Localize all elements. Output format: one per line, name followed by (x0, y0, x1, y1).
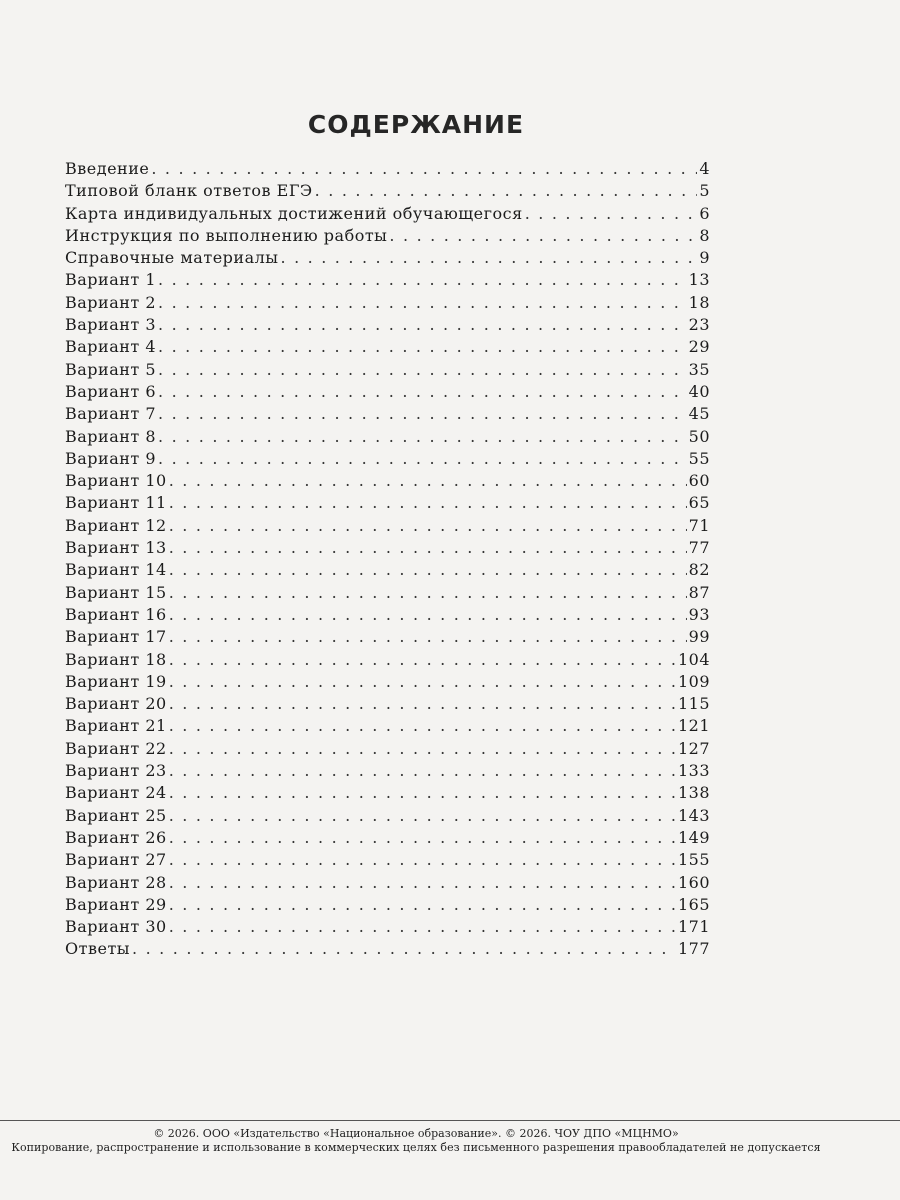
toc-entry-page-number: 155 (677, 850, 710, 870)
toc-dot-leader (158, 314, 687, 336)
toc-entry-label: Вариант 20 (65, 694, 167, 714)
toc-entry (65, 448, 710, 470)
toc-entry (65, 269, 710, 291)
toc-entry-page-number: 177 (677, 939, 710, 959)
toc-dot-leader (169, 805, 676, 827)
toc-dot-leader (169, 515, 687, 537)
toc-entry-page-number: 23 (688, 315, 710, 335)
toc-dot-leader (158, 426, 687, 448)
toc-entry-label: Вариант 24 (65, 783, 167, 803)
toc-entry (65, 649, 710, 671)
toc-entry-page-number: 35 (688, 359, 710, 379)
toc-entry-page-number: 40 (688, 381, 710, 401)
toc-entry-label: Справочные материалы (65, 248, 279, 268)
toc-dot-leader (158, 269, 687, 291)
toc-dot-leader (169, 604, 687, 626)
toc-dot-leader (132, 938, 676, 960)
toc-entry (65, 671, 710, 693)
toc-entry (65, 158, 710, 180)
toc-entry-label: Вариант 5 (65, 359, 157, 379)
toc-entry (65, 827, 710, 849)
toc-entry-label: Вариант 9 (65, 448, 157, 468)
toc-entry-label: Типовой бланк ответов ЕГЭ (65, 181, 313, 201)
toc-entry (65, 872, 710, 894)
toc-entry (65, 805, 710, 827)
toc-entry (65, 537, 710, 559)
toc-entry (65, 515, 710, 537)
toc-entry-label: Вариант 16 (65, 604, 167, 624)
toc-dot-leader (169, 782, 676, 804)
toc-dot-leader (169, 894, 676, 916)
toc-dot-leader (169, 559, 687, 581)
toc-entry-page-number: 160 (677, 872, 710, 892)
toc-entry-label: Карта индивидуальных достижений обучающегося (65, 203, 523, 223)
toc-dot-leader (389, 225, 697, 247)
toc-dot-leader (169, 649, 676, 671)
toc-entry (65, 470, 710, 492)
toc-entry-page-number: 171 (677, 917, 710, 937)
toc-dot-leader (169, 537, 687, 559)
toc-entry (65, 314, 710, 336)
toc-entry-label: Вариант 30 (65, 917, 167, 937)
footer-divider (0, 1120, 900, 1121)
toc-entry-label: Вариант 13 (65, 538, 167, 558)
toc-entry-label: Вариант 7 (65, 404, 157, 424)
toc-entry-label: Вариант 22 (65, 738, 167, 758)
toc-entry-label: Вариант 2 (65, 292, 157, 312)
toc-entry-page-number: 55 (688, 448, 710, 468)
toc-entry-label: Вариант 15 (65, 582, 167, 602)
toc-entry (65, 247, 710, 269)
toc-dot-leader (158, 292, 687, 314)
toc-entry-label: Вариант 11 (65, 493, 167, 513)
toc-dot-leader (169, 738, 676, 760)
toc-dot-leader (169, 626, 687, 648)
toc-dot-leader (281, 247, 698, 269)
toc-entry (65, 916, 710, 938)
toc-entry-page-number: 138 (677, 783, 710, 803)
toc-entry (65, 782, 710, 804)
toc-entry-label: Вариант 21 (65, 716, 167, 736)
toc-entry-page-number: 165 (677, 894, 710, 914)
toc-dot-leader (169, 582, 687, 604)
toc-entry-page-number: 109 (677, 671, 710, 691)
toc-dot-leader (169, 492, 687, 514)
toc-dot-leader (151, 158, 697, 180)
toc-entry-page-number: 8 (699, 225, 710, 245)
toc-dot-leader (169, 872, 676, 894)
toc-entry (65, 760, 710, 782)
toc-entry-page-number: 29 (688, 337, 710, 357)
toc-entry-page-number: 87 (688, 582, 710, 602)
toc-entry-label: Вариант 23 (65, 761, 167, 781)
toc-entry-label: Вариант 17 (65, 627, 167, 647)
toc-entry-label: Вариант 8 (65, 426, 157, 446)
toc-dot-leader (169, 715, 676, 737)
toc-entry-page-number: 143 (677, 805, 710, 825)
toc-entry-label: Вариант 27 (65, 850, 167, 870)
page-title: СОДЕРЖАНИЕ (307, 110, 525, 139)
toc-entry-label: Вариант 25 (65, 805, 167, 825)
toc-entry-label: Вариант 28 (65, 872, 167, 892)
toc-entry-page-number: 5 (699, 181, 710, 201)
toc-entry (65, 403, 710, 425)
toc-dot-leader (169, 693, 676, 715)
toc-entry-page-number: 127 (677, 738, 710, 758)
toc-entry-label: Введение (65, 159, 150, 178)
toc-dot-leader (169, 849, 676, 871)
toc-entry-page-number: 6 (699, 203, 710, 223)
toc-entry-page-number: 9 (699, 248, 710, 268)
toc-dot-leader (169, 760, 676, 782)
toc-entry-page-number: 45 (688, 404, 710, 424)
toc-dot-leader (158, 448, 687, 470)
toc-entry-page-number: 50 (688, 426, 710, 446)
toc-entry-page-number: 65 (688, 493, 710, 513)
toc-entry (65, 849, 710, 871)
toc-entry-label: Вариант 19 (65, 671, 167, 691)
toc-entry-page-number: 121 (677, 716, 710, 736)
table-of-contents (65, 158, 710, 961)
toc-entry (65, 381, 710, 403)
toc-dot-leader (525, 203, 698, 225)
toc-entry (65, 336, 710, 358)
toc-entry-label: Вариант 18 (65, 649, 167, 669)
toc-entry-label: Вариант 4 (65, 337, 157, 357)
toc-entry (65, 582, 710, 604)
footer-copyright: © 2026. ООО «Издательство «Национальное образование». © 2026. ЧОУ ДПО «МЦНМО» (153, 1127, 679, 1140)
toc-entry-label: Инструкция по выполнению работы (65, 225, 388, 245)
toc-dot-leader (169, 827, 676, 849)
toc-entry-page-number: 133 (677, 761, 710, 781)
toc-entry-page-number: 104 (677, 649, 710, 669)
toc-dot-leader (158, 359, 687, 381)
toc-entry-label: Вариант 14 (65, 560, 167, 580)
toc-entry (65, 604, 710, 626)
toc-entry-label: Вариант 29 (65, 894, 167, 914)
toc-entry (65, 359, 710, 381)
toc-dot-leader (158, 381, 687, 403)
toc-entry (65, 225, 710, 247)
toc-entry-label: Вариант 1 (65, 270, 157, 290)
toc-dot-leader (169, 916, 676, 938)
toc-entry (65, 203, 710, 225)
toc-entry-label: Вариант 10 (65, 471, 167, 491)
toc-entry (65, 426, 710, 448)
toc-entry-page-number: 4 (699, 159, 710, 178)
toc-entry (65, 738, 710, 760)
toc-entry-page-number: 115 (677, 694, 710, 714)
toc-entry-label: Вариант 12 (65, 515, 167, 535)
toc-entry (65, 180, 710, 202)
toc-dot-leader (169, 470, 687, 492)
toc-entry-page-number: 93 (688, 604, 710, 624)
toc-entry (65, 492, 710, 514)
toc-entry-label: Вариант 3 (65, 315, 157, 335)
toc-dot-leader (169, 671, 676, 693)
toc-entry-page-number: 77 (688, 538, 710, 558)
toc-entry (65, 894, 710, 916)
toc-entry-page-number: 99 (688, 627, 710, 647)
toc-dot-leader (158, 403, 687, 425)
toc-entry-label: Вариант 26 (65, 827, 167, 847)
footer (0, 1127, 832, 1155)
toc-entry (65, 693, 710, 715)
toc-entry-page-number: 60 (688, 471, 710, 491)
toc-entry (65, 626, 710, 648)
toc-entry (65, 559, 710, 581)
toc-entry-page-number: 149 (677, 827, 710, 847)
toc-entry-page-number: 82 (688, 560, 710, 580)
toc-entry-label: Ответы (65, 939, 131, 959)
toc-entry-page-number: 13 (688, 270, 710, 290)
toc-entry (65, 938, 710, 960)
toc-entry-page-number: 71 (688, 515, 710, 535)
toc-entry-label: Вариант 6 (65, 381, 157, 401)
toc-dot-leader (315, 180, 698, 202)
toc-entry-page-number: 18 (688, 292, 710, 312)
toc-entry (65, 292, 710, 314)
footer-notice: Копирование, распространение и использование в коммерческих целях без письменного разрешения правообладателей не допускается (11, 1141, 821, 1154)
toc-dot-leader (158, 336, 687, 358)
toc-entry (65, 715, 710, 737)
